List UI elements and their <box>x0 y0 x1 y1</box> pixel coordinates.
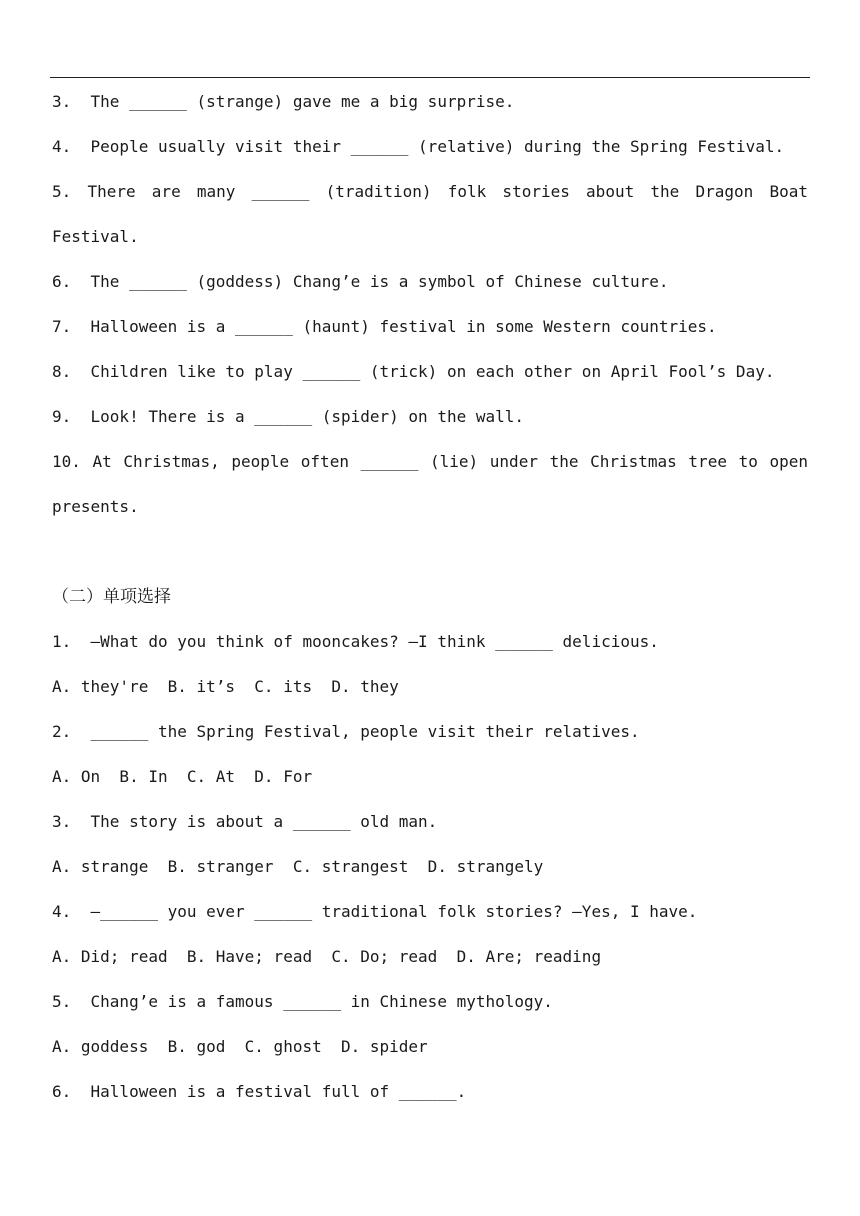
mc-question-4: 4. —______ you ever ______ traditional folk stories? —Yes, I have. <box>52 902 698 921</box>
fill-in-question-5-line2: Festival. <box>52 227 139 246</box>
fill-in-question-7: 7. Halloween is a ______ (haunt) festival in some Western countries. <box>52 317 717 336</box>
mc-options-1: A. they're B. it’s C. its D. they <box>52 677 399 696</box>
mc-question-2: 2. ______ the Spring Festival, people visit their relatives. <box>52 722 640 741</box>
mc-question-6: 6. Halloween is a festival full of ______. <box>52 1082 467 1101</box>
fill-in-question-10-line2: presents. <box>52 497 139 516</box>
mc-options-2: A. On B. In C. At D. For <box>52 767 313 786</box>
mc-options-4: A. Did; read B. Have; read C. Do; read D. Are; reading <box>52 947 602 966</box>
header-rule <box>50 77 810 78</box>
mc-question-5: 5. Chang’e is a famous ______ in Chinese mythology. <box>52 992 553 1011</box>
fill-in-question-10-line1: 10. At Christmas, people often ______ (lie) under the Christmas tree to open <box>52 452 808 471</box>
fill-in-question-3: 3. The ______ (strange) gave me a big surprise. <box>52 92 515 111</box>
mc-question-1: 1. —What do you think of mooncakes? —I think ______ delicious. <box>52 632 659 651</box>
fill-in-question-8: 8. Children like to play ______ (trick) on each other on April Fool’s Day. <box>52 362 775 381</box>
fill-in-question-6: 6. The ______ (goddess) Chang’e is a symbol of Chinese culture. <box>52 272 669 291</box>
mc-options-3: A. strange B. stranger C. strangest D. strangely <box>52 857 544 876</box>
fill-in-question-4: 4. People usually visit their ______ (relative) during the Spring Festival. <box>52 137 785 156</box>
fill-in-question-9: 9. Look! There is a ______ (spider) on the wall. <box>52 407 525 426</box>
fill-in-question-5-line1: 5. There are many ______ (tradition) folk stories about the Dragon Boat <box>52 182 808 201</box>
section-heading: （二）单项选择 <box>52 587 171 607</box>
mc-question-3: 3. The story is about a ______ old man. <box>52 812 438 831</box>
mc-options-5: A. goddess B. god C. ghost D. spider <box>52 1037 428 1056</box>
